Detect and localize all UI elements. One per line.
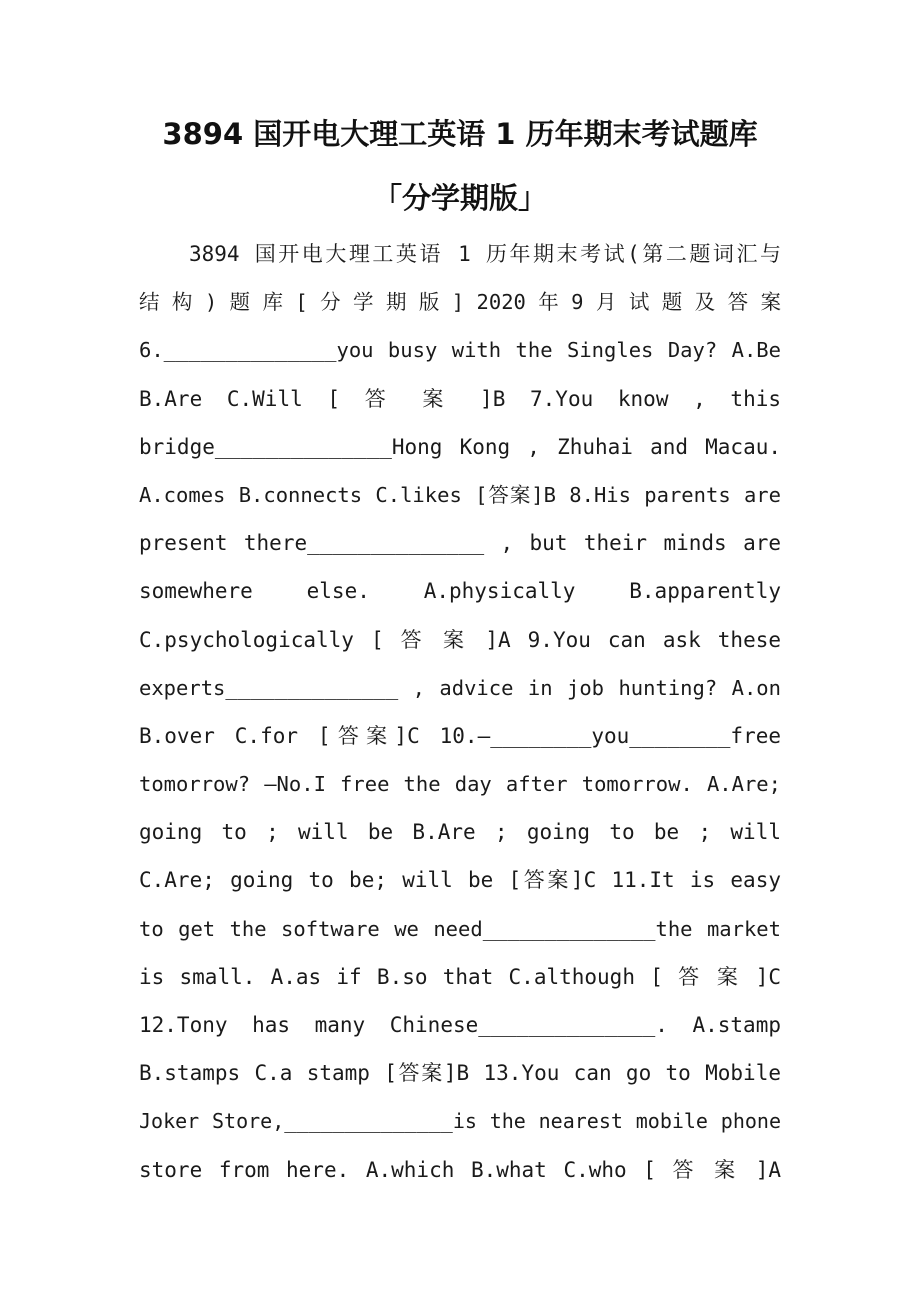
body-line: A.comes B.connects C.likes [答案]B 8.His parents are	[139, 482, 781, 507]
body-line: experts______________ , advice in job hunting? A.on	[139, 675, 781, 700]
document-title-line-1: 3894 国开电大理工英语 1 历年期末考试题库	[162, 117, 758, 151]
body-line: store from here. A.which B.what C.who [ 答 案 ]A	[139, 1157, 781, 1182]
body-line: present there______________ , but their minds are	[139, 531, 781, 556]
body-line: C.psychologically [ 答 案 ]A 9.You can ask these	[139, 627, 781, 652]
body-line: 3894 国开电大理工英语 1 历年期末考试(第二题词汇与	[189, 242, 781, 266]
body-line: bridge______________Hong Kong , Zhuhai and Macau.	[139, 434, 781, 459]
body-line: C.Are; going to be; will be [答案]C 11.It is easy	[139, 868, 781, 893]
body-line: B.over C.for [答案]C 10.—________you________free	[139, 723, 781, 748]
body-line: to get the software we need______________the market	[139, 916, 781, 941]
body-line: 6.______________you busy with the Singles Day? A.Be	[139, 338, 781, 363]
body-line: somewhere else. A.physically B.apparently	[139, 579, 781, 604]
body-line: tomorrow? —No.I free the day after tomorrow. A.Are;	[139, 772, 781, 797]
body-line: B.stamps C.a stamp [答案]B 13.You can go to Mobile	[139, 1061, 781, 1086]
body-line: Joker Store,______________is the nearest mobile phone	[139, 1109, 781, 1134]
body-line: B.Are C.Will [ 答 案 ]B 7.You know , this	[139, 386, 781, 411]
document-body	[139, 236, 781, 1200]
body-line: going to ; will be B.Are ; going to be ; will	[139, 820, 781, 845]
document-title-line-2: 「分学期版」	[372, 181, 547, 215]
body-line: is small. A.as if B.so that C.although [ 答 案 ]C	[139, 964, 781, 989]
body-line: 结 构 ) 题 库 [ 分 学 期 版 ] 2020 年 9 月 试 题 及 答 案	[139, 290, 781, 315]
body-line: 12.Tony has many Chinese______________. A.stamp	[139, 1013, 781, 1037]
